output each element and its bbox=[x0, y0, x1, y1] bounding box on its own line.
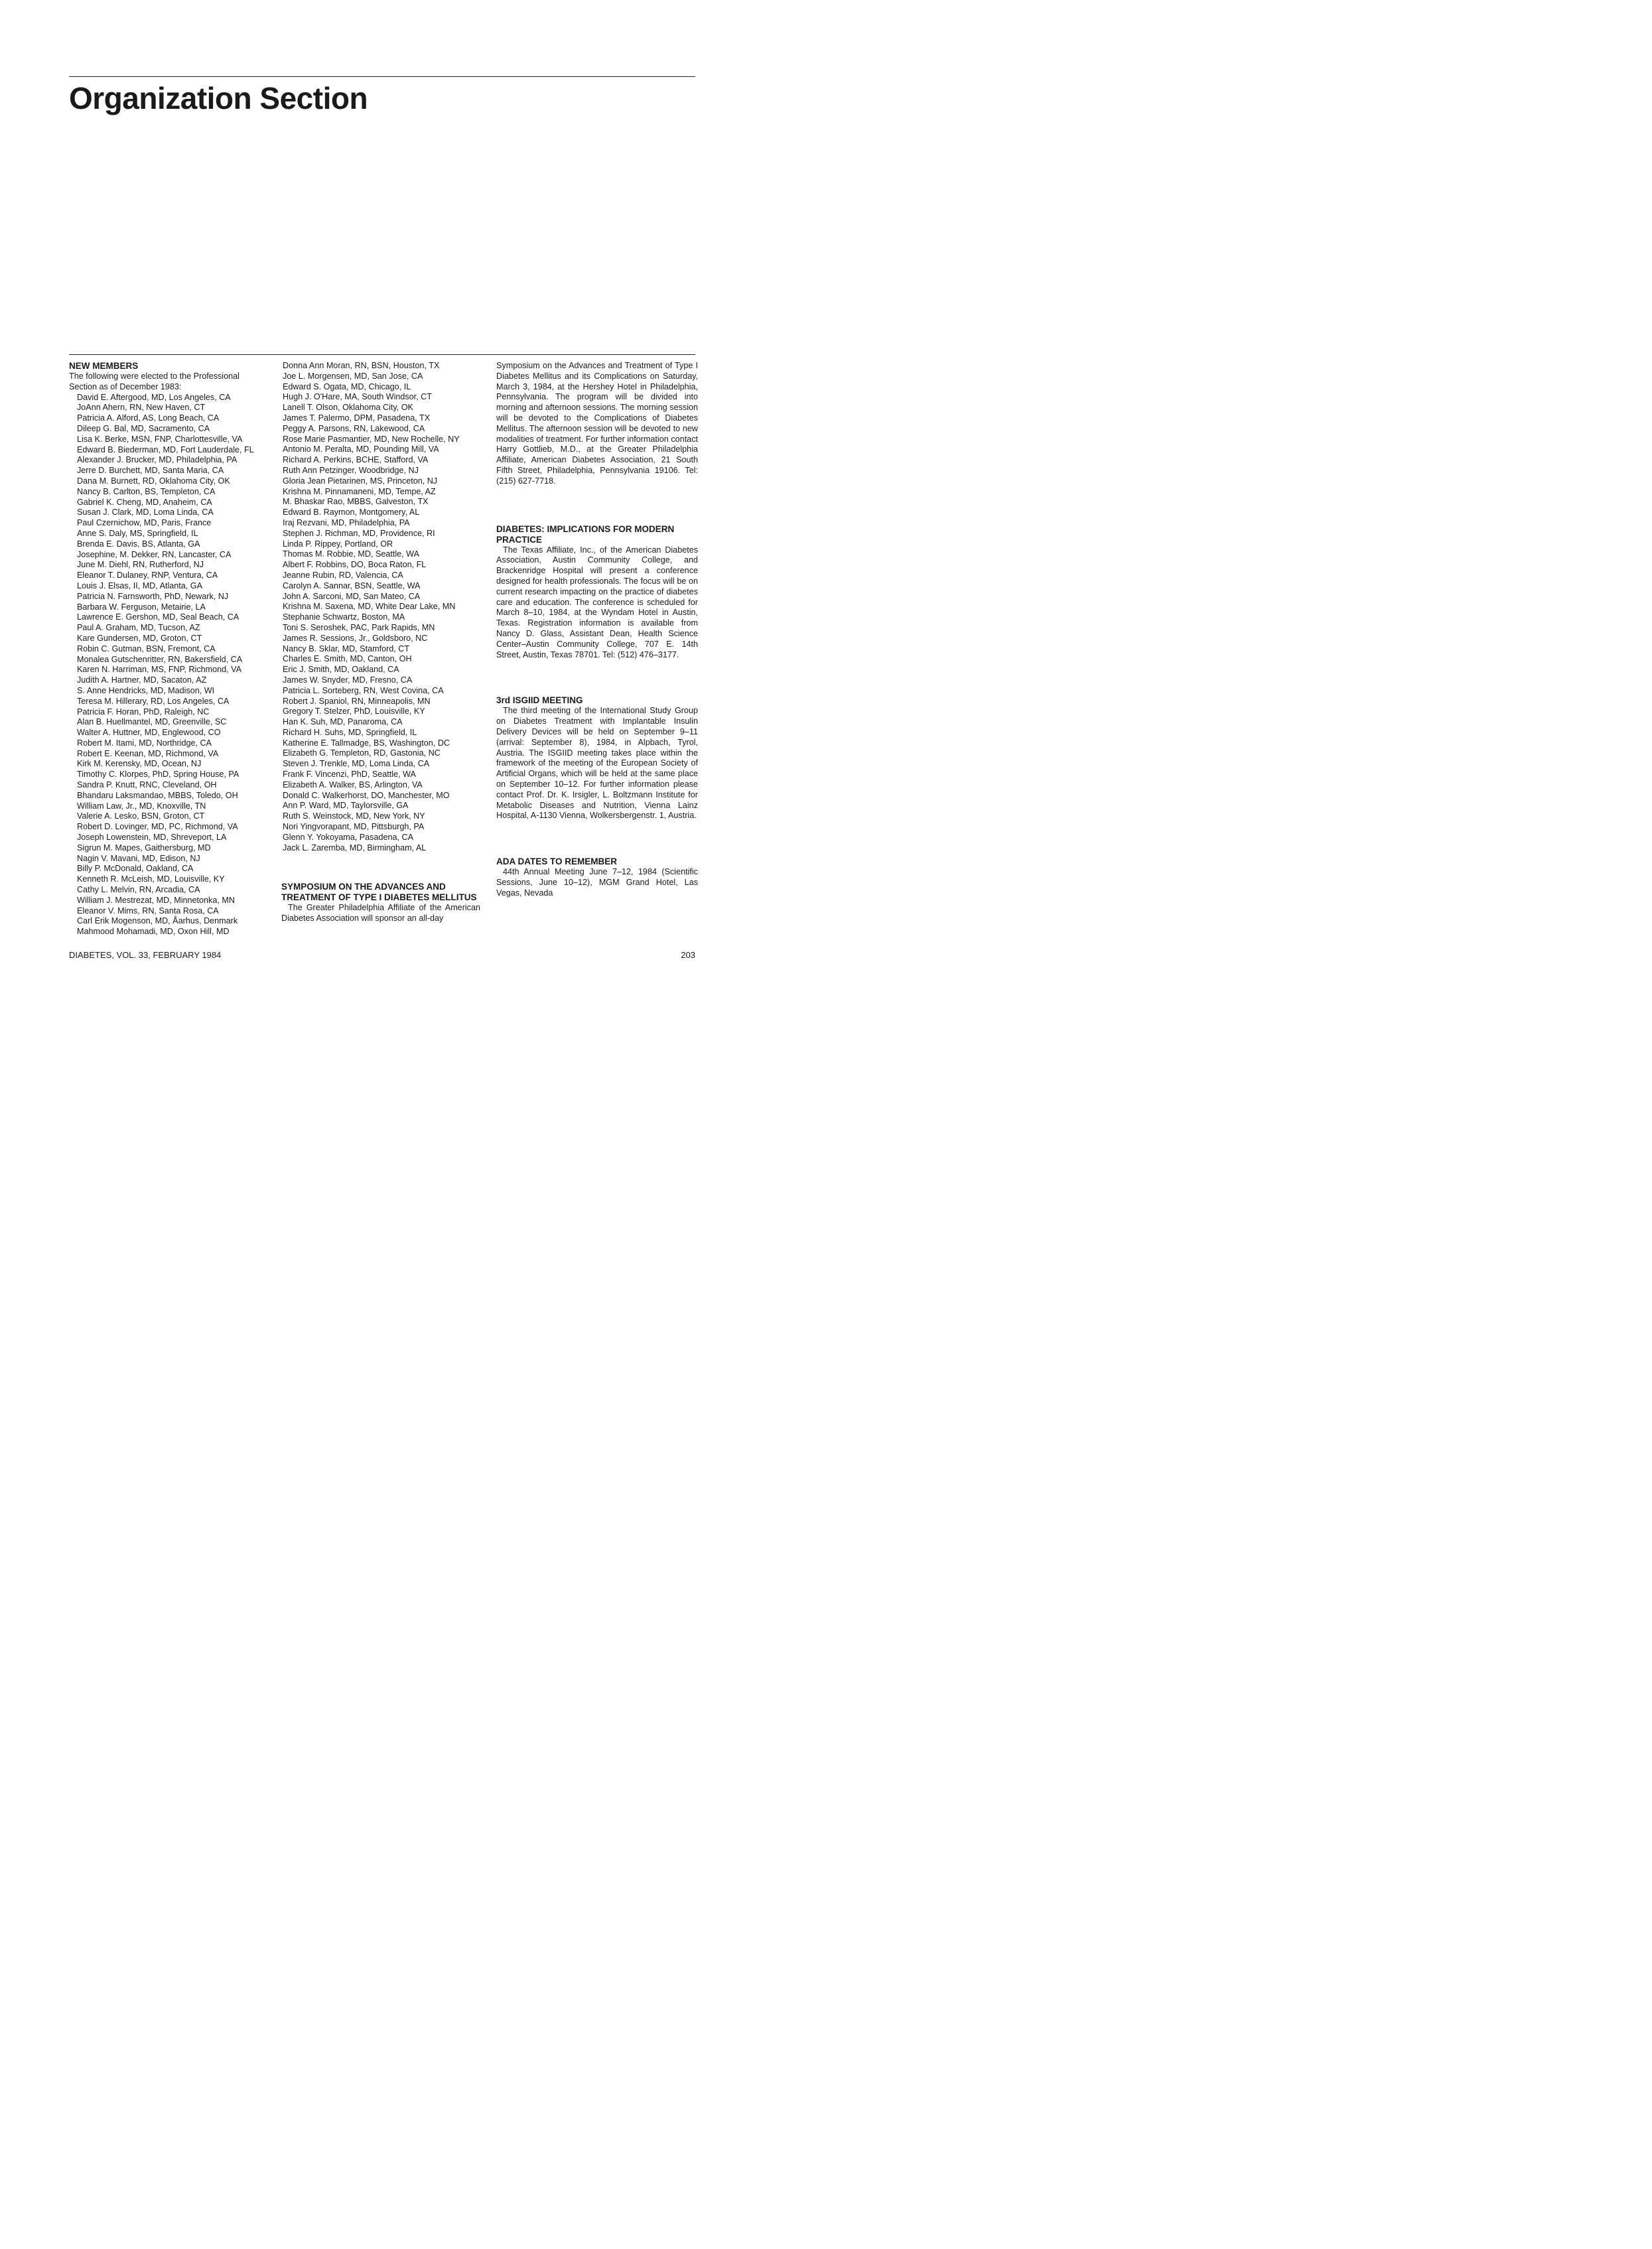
member-entry: Richard A. Perkins, BCHE, Stafford, VA bbox=[283, 455, 429, 465]
member-entry: Katherine E. Tallmadge, BS, Washington, DC bbox=[283, 738, 450, 748]
member-entry: Alexander J. Brucker, MD, Philadelphia, PA bbox=[77, 455, 238, 465]
member-entry: John A. Sarconi, MD, San Mateo, CA bbox=[283, 591, 421, 601]
member-entry: Robert J. Spaniol, RN, Minneapolis, MN bbox=[283, 696, 431, 706]
ada-dates-heading: ADA DATES TO REMEMBER bbox=[496, 856, 618, 867]
member-entry: James W. Snyder, MD, Fresno, CA bbox=[283, 675, 413, 685]
member-entry: Iraj Rezvani, MD, Philadelphia, PA bbox=[283, 517, 410, 527]
member-entry: Paul Czernichow, MD, Paris, France bbox=[77, 518, 212, 528]
member-entry: Susan J. Clark, MD, Loma Linda, CA bbox=[77, 508, 214, 517]
member-entry: Kare Gundersen, MD, Groton, CT bbox=[77, 633, 202, 643]
member-entry: Rose Marie Pasmantier, MD, New Rochelle, NY bbox=[283, 434, 460, 444]
member-entry: Han K. Suh, MD, Panaroma, CA bbox=[283, 717, 403, 727]
member-entry: Antonio M. Peralta, MD, Pounding Mill, VA bbox=[283, 444, 439, 454]
diabetes-implications-section bbox=[496, 524, 698, 661]
member-entry: Joe L. Morgensen, MD, San Jose, CA bbox=[283, 371, 423, 381]
member-entry: M. Bhaskar Rao, MBBS, Galveston, TX bbox=[283, 497, 429, 507]
member-entry: Glenn Y. Yokoyama, Pasadena, CA bbox=[283, 832, 413, 842]
member-entry: Edward B. Biederman, MD, Fort Lauderdale, FL bbox=[77, 444, 254, 454]
footer-page-number: 203 bbox=[681, 950, 695, 960]
member-entry: William J. Mestrezat, MD, Minnetonka, MN bbox=[77, 895, 235, 905]
member-entry: Patricia A. Alford, AS, Long Beach, CA bbox=[77, 413, 220, 423]
member-entry: Jeanne Rubin, RD, Valencia, CA bbox=[283, 570, 403, 580]
member-entry: Patricia F. Horan, PhD, Raleigh, NC bbox=[77, 707, 210, 716]
member-entry: Louis J. Elsas, II, MD, Atlanta, GA bbox=[77, 580, 202, 590]
member-entry: Timothy C. Klorpes, PhD, Spring House, PA bbox=[77, 770, 240, 780]
page-title: Organization Section bbox=[69, 81, 368, 115]
member-entry: Gabriel K. Cheng, MD, Anaheim, CA bbox=[77, 497, 212, 507]
member-entry: Nagin V. Mavani, MD, Edison, NJ bbox=[77, 853, 200, 863]
member-entry: Edward S. Ogata, MD, Chicago, IL bbox=[283, 381, 411, 391]
member-entry: Stephanie Schwartz, Boston, MA bbox=[283, 612, 405, 622]
column-3 bbox=[496, 361, 698, 898]
member-entry: Robert M. Itami, MD, Northridge, CA bbox=[77, 738, 212, 748]
member-entry: Donna Ann Moran, RN, BSN, Houston, TX bbox=[283, 361, 440, 370]
member-entry: Nancy B. Carlton, BS, Templeton, CA bbox=[77, 486, 216, 496]
member-entry: Monalea Gutschenritter, RN, Bakersfield, CA bbox=[77, 654, 243, 664]
member-entry: Walter A. Huttner, MD, Englewood, CO bbox=[77, 728, 221, 738]
column-1 bbox=[69, 361, 268, 937]
member-entry: Jerre D. Burchett, MD, Santa Maria, CA bbox=[77, 466, 224, 476]
member-entry: Nori Yingvorapant, MD, Pittsburgh, PA bbox=[283, 822, 425, 832]
member-entry: Kirk M. Kerensky, MD, Ocean, NJ bbox=[77, 759, 202, 769]
symposium-text-part2: Symposium on the Advances and Treatment of Type I Diabetes Mellitus and its Complications on Saturday, March 3, 1984, at the Hershey Hotel in Philadelphia, Pennsylvania. The program will be divided into morning and afternoon sessions. The morning session will be devoted to the Complications of Diabetes Mellitus. The afternoon session will be devoted to new modalities of treatment. For further information contact Harry Gottlieb, M.D., at the Greater Philadelphia Affiliate, American Diabetes Association, 21 South Fifth Street, Philadelphia, Pennsylvania 19106. Tel: (215) 627-7718. bbox=[496, 361, 698, 486]
section-divider-rule bbox=[69, 354, 695, 355]
member-entry: Cathy L. Melvin, RN, Arcadia, CA bbox=[77, 885, 200, 895]
member-entry: Karen N. Harriman, MS, FNP, Richmond, VA bbox=[77, 665, 241, 675]
member-entry: Dana M. Burnett, RD, Oklahoma City, OK bbox=[77, 476, 230, 486]
member-entry: Carolyn A. Sannar, BSN, Seattle, WA bbox=[283, 580, 421, 590]
member-entry: Billy P. McDonald, Oakland, CA bbox=[77, 864, 194, 874]
member-entry: Charles E. Smith, MD, Canton, OH bbox=[283, 654, 412, 664]
member-entry: Dileep G. Bal, MD, Sacramento, CA bbox=[77, 423, 210, 433]
member-entry: Patricia N. Farnsworth, PhD, Newark, NJ bbox=[77, 591, 229, 601]
member-entry: Elizabeth G. Templeton, RD, Gastonia, NC bbox=[283, 748, 441, 758]
member-entry: James T. Palermo, DPM, Pasadena, TX bbox=[283, 413, 431, 423]
member-entry: Teresa M. Hillerary, RD, Los Angeles, CA bbox=[77, 696, 230, 706]
member-entry: June M. Diehl, RN, Rutherford, NJ bbox=[77, 560, 204, 570]
member-entry: Robert D. Lovinger, MD, PC, Richmond, VA bbox=[77, 822, 238, 832]
member-entry: Lawrence E. Gershon, MD, Seal Beach, CA bbox=[77, 612, 240, 622]
member-entry: Alan B. Huellmantel, MD, Greenville, SC bbox=[77, 717, 227, 727]
member-entry: Kenneth R. McLeish, MD, Louisville, KY bbox=[77, 874, 225, 884]
member-entry: Elizabeth A. Walker, BS, Arlington, VA bbox=[283, 780, 423, 789]
member-entry: Josephine, M. Dekker, RN, Lancaster, CA bbox=[77, 549, 232, 559]
member-entry: Barbara W. Ferguson, Metairie, LA bbox=[77, 602, 206, 612]
member-entry: Krishna M. Saxena, MD, White Dear Lake, MN bbox=[283, 602, 456, 612]
member-entry: Gloria Jean Pietarinen, MS, Princeton, NJ bbox=[283, 476, 438, 486]
isgiid-heading: 3rd ISGIID MEETING bbox=[496, 695, 583, 706]
member-entry: Ann P. Ward, MD, Taylorsville, GA bbox=[283, 801, 409, 811]
member-entry: Richard H. Suhs, MD, Springfield, IL bbox=[283, 727, 417, 737]
ada-dates-text: 44th Annual Meeting June 7–12, 1984 (Scientific Sessions, June 10–12), MGM Grand Hotel, Las Vegas, Nevada bbox=[496, 867, 698, 898]
member-entry: Eleanor V. Mims, RN, Santa Rosa, CA bbox=[77, 906, 219, 916]
member-entry: William Law, Jr., MD, Knoxville, TN bbox=[77, 801, 206, 811]
member-entry: Albert F. Robbins, DO, Boca Raton, FL bbox=[283, 560, 427, 570]
member-list-col-1 bbox=[69, 393, 268, 937]
member-entry: Donald C. Walkerhorst, DO, Manchester, MO bbox=[283, 790, 450, 800]
member-entry: Sandra P. Knutt, RNC, Cleveland, OH bbox=[77, 780, 217, 790]
member-entry: Paul A. Graham, MD, Tucson, AZ bbox=[77, 623, 200, 633]
member-entry: Patricia L. Sorteberg, RN, West Covina, CA bbox=[283, 685, 444, 695]
member-entry: Carl Erik Mogenson, MD, Åarhus, Denmark bbox=[77, 916, 238, 926]
member-entry: Brenda E. Davis, BS, Atlanta, GA bbox=[77, 539, 200, 549]
member-entry: Bhandaru Laksmandao, MBBS, Toledo, OH bbox=[77, 790, 238, 800]
member-entry: Gregory T. Stelzer, PhD, Louisville, KY bbox=[283, 707, 425, 716]
member-entry: Frank F. Vincenzi, PhD, Seattle, WA bbox=[283, 770, 416, 780]
isgiid-section bbox=[496, 695, 698, 821]
column-2 bbox=[281, 361, 480, 924]
member-entry: James R. Sessions, Jr., Goldsboro, NC bbox=[283, 633, 428, 643]
member-entry: Anne S. Daly, MS, Springfield, IL bbox=[77, 528, 198, 538]
member-entry: Edward B. Raymon, Montgomery, AL bbox=[283, 508, 420, 517]
member-entry: Mahmood Mohamadi, MD, Oxon Hill, MD bbox=[77, 927, 230, 937]
member-entry: Krishna M. Pinnamaneni, MD, Tempe, AZ bbox=[283, 486, 436, 496]
diabetes-implications-text: The Texas Affiliate, Inc., of the American Diabetes Association, Austin Community College, and Brackenridge Hospital will present a conference designed for health professionals. The focus will be on current research impacting on the practice of diabetes care and education. The conference is scheduled for March 8–10, 1984, at the Wyndam Hotel in Austin, Texas. Registration information is available from Nancy D. Glass, Assistant Dean, Health Science Center–Austin Community College, 707 E. 14th Street, Austin, Texas 78701. Tel: (512) 476–3177. bbox=[496, 545, 698, 659]
member-entry: Eric J. Smith, MD, Oakland, CA bbox=[283, 665, 399, 675]
member-entry: Judith A. Hartner, MD, Sacaton, AZ bbox=[77, 675, 207, 685]
member-entry: Stephen J. Richman, MD, Providence, RI bbox=[283, 528, 435, 538]
member-entry: Steven J. Trenkle, MD, Loma Linda, CA bbox=[283, 759, 430, 769]
new-members-intro: The following were elected to the Professional Section as of December 1983: bbox=[69, 372, 240, 391]
isgiid-text: The third meeting of the International Study Group on Diabetes Treatment with Implantable Insulin Delivery Devices will be held on September 9–11 (arrival: September 8), 1984, in Alpbach, Tyrol, Austria. The ISGIID meeting takes place within the framework of the meeting of the European Society of Artificial Organs, which will be held at the same place on September 10–12. For further information please contact Prof. Dr. K. Irsigler, L. Boltzmann Institute for Metabolic Diseases and Nutrition, Vienna Lainz Hospital, A-1130 Vienna, Wolkersbergenstr. 1, Austria. bbox=[496, 706, 698, 821]
new-members-heading: NEW MEMBERS bbox=[69, 361, 139, 371]
member-entry: Robert E. Keenan, MD, Richmond, VA bbox=[77, 748, 219, 758]
symposium-section bbox=[281, 882, 480, 924]
member-entry: Jack L. Zaremba, MD, Birmingham, AL bbox=[283, 843, 427, 852]
member-entry: Ruth Ann Petzinger, Woodbridge, NJ bbox=[283, 465, 419, 475]
member-entry: Nancy B. Sklar, MD, Stamford, CT bbox=[283, 644, 410, 653]
member-entry: Lisa K. Berke, MSN, FNP, Charlottesville, VA bbox=[77, 434, 243, 444]
member-entry: Toni S. Seroshek, PAC, Park Rapids, MN bbox=[283, 622, 435, 632]
symposium-text-part1: The Greater Philadelphia Affiliate of the American Diabetes Association will sponsor an all-day bbox=[281, 903, 480, 923]
member-entry: Robin C. Gutman, BSN, Fremont, CA bbox=[77, 644, 216, 653]
ada-dates-section bbox=[496, 856, 698, 898]
member-entry: Linda P. Rippey, Portland, OR bbox=[283, 539, 393, 549]
member-entry: JoAnn Ahern, RN, New Haven, CT bbox=[77, 403, 206, 413]
top-rule bbox=[69, 76, 695, 77]
member-entry: Peggy A. Parsons, RN, Lakewood, CA bbox=[283, 423, 425, 433]
member-entry: Ruth S. Weinstock, MD, New York, NY bbox=[283, 811, 425, 821]
symposium-heading: SYMPOSIUM ON THE ADVANCES AND TREATMENT OF TYPE I DIABETES MELLITUS bbox=[281, 882, 477, 903]
member-entry: Lanell T. Olson, Oklahoma City, OK bbox=[283, 403, 413, 413]
footer-journal: DIABETES, VOL. 33, FEBRUARY 1984 bbox=[69, 950, 222, 960]
member-entry: Sigrun M. Mapes, Gaithersburg, MD bbox=[77, 843, 211, 852]
member-list-col-2 bbox=[281, 361, 480, 853]
member-entry: S. Anne Hendricks, MD, Madison, WI bbox=[77, 685, 215, 695]
member-entry: Hugh J. O'Hare, MA, South Windsor, CT bbox=[283, 392, 432, 402]
diabetes-implications-heading: DIABETES: IMPLICATIONS FOR MODERN PRACTICE bbox=[496, 523, 675, 545]
member-entry: Valerie A. Lesko, BSN, Groton, CT bbox=[77, 811, 205, 821]
member-entry: Eleanor T. Dulaney, RNP, Ventura, CA bbox=[77, 571, 218, 580]
member-entry: Thomas M. Robbie, MD, Seattle, WA bbox=[283, 549, 419, 559]
member-entry: Joseph Lowenstein, MD, Shreveport, LA bbox=[77, 833, 227, 843]
member-entry: David E. Aftergood, MD, Los Angeles, CA bbox=[77, 392, 231, 402]
